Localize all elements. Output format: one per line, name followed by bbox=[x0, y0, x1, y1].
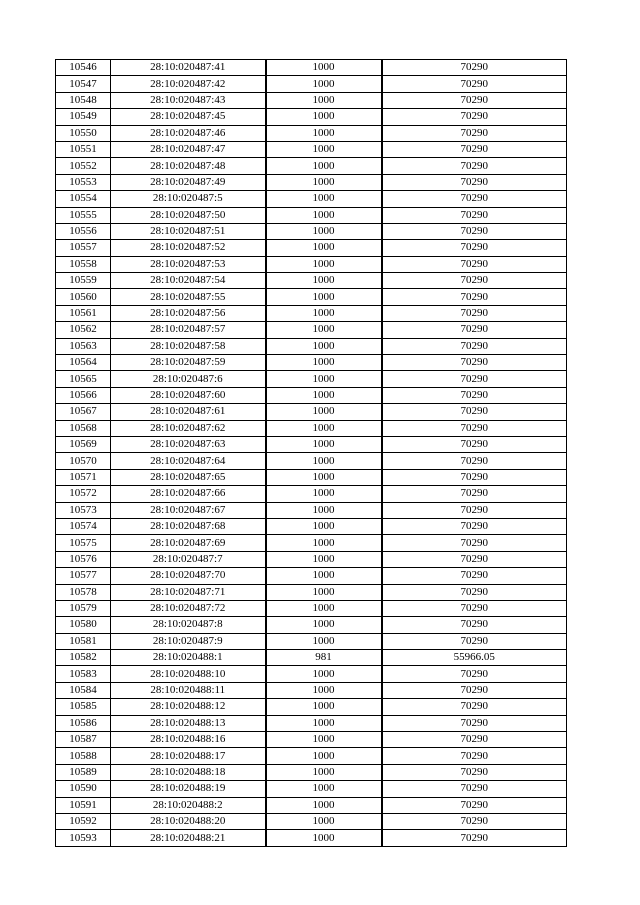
table-row bbox=[56, 813, 567, 829]
row-number-cell: 10582 bbox=[56, 650, 111, 666]
cadastral-number-cell: 28:10:020487:72 bbox=[111, 600, 266, 616]
cadastral-value-cell: 70290 bbox=[382, 633, 567, 649]
cadastral-number-cell: 28:10:020487:56 bbox=[111, 305, 266, 321]
cadastral-number-cell: 28:10:020487:58 bbox=[111, 338, 266, 354]
cadastral-number-cell: 28:10:020487:57 bbox=[111, 322, 266, 338]
table-row bbox=[56, 600, 567, 616]
area-cell: 1000 bbox=[266, 371, 382, 387]
table-row bbox=[56, 158, 567, 174]
area-cell: 1000 bbox=[266, 830, 382, 846]
cadastral-number-cell: 28:10:020487:42 bbox=[111, 76, 266, 92]
table-row bbox=[56, 240, 567, 256]
table-row bbox=[56, 404, 567, 420]
table-row bbox=[56, 797, 567, 813]
area-cell: 1000 bbox=[266, 551, 382, 567]
table-row bbox=[56, 223, 567, 239]
cadastral-value-cell: 70290 bbox=[382, 338, 567, 354]
cadastral-number-cell: 28:10:020487:59 bbox=[111, 355, 266, 371]
cadastral-number-cell: 28:10:020487:55 bbox=[111, 289, 266, 305]
table-body bbox=[56, 60, 567, 847]
row-number-cell: 10590 bbox=[56, 781, 111, 797]
area-cell: 1000 bbox=[266, 699, 382, 715]
cadastral-number-cell: 28:10:020487:66 bbox=[111, 486, 266, 502]
cadastral-number-cell: 28:10:020488:18 bbox=[111, 764, 266, 780]
table-row bbox=[56, 535, 567, 551]
row-number-cell: 10581 bbox=[56, 633, 111, 649]
cadastral-number-cell: 28:10:020488:20 bbox=[111, 813, 266, 829]
row-number-cell: 10562 bbox=[56, 322, 111, 338]
area-cell: 1000 bbox=[266, 289, 382, 305]
row-number-cell: 10579 bbox=[56, 600, 111, 616]
cadastral-value-cell: 70290 bbox=[382, 305, 567, 321]
cadastral-number-cell: 28:10:020488:11 bbox=[111, 682, 266, 698]
cadastral-value-cell: 70290 bbox=[382, 256, 567, 272]
area-cell: 1000 bbox=[266, 174, 382, 190]
area-cell: 1000 bbox=[266, 355, 382, 371]
table-row bbox=[56, 92, 567, 108]
area-cell: 1000 bbox=[266, 486, 382, 502]
table-row bbox=[56, 289, 567, 305]
area-cell: 1000 bbox=[266, 338, 382, 354]
cadastral-value-cell: 70290 bbox=[382, 141, 567, 157]
cadastral-number-cell: 28:10:020488:12 bbox=[111, 699, 266, 715]
row-number-cell: 10556 bbox=[56, 223, 111, 239]
area-cell: 1000 bbox=[266, 436, 382, 452]
cadastral-value-cell: 70290 bbox=[382, 617, 567, 633]
area-cell: 1000 bbox=[266, 240, 382, 256]
table-row bbox=[56, 764, 567, 780]
area-cell: 1000 bbox=[266, 764, 382, 780]
cadastral-number-cell: 28:10:020487:62 bbox=[111, 420, 266, 436]
cadastral-value-cell: 70290 bbox=[382, 240, 567, 256]
cadastral-value-cell: 70290 bbox=[382, 174, 567, 190]
cadastral-number-cell: 28:10:020487:48 bbox=[111, 158, 266, 174]
area-cell: 1000 bbox=[266, 125, 382, 141]
area-cell: 1000 bbox=[266, 191, 382, 207]
row-number-cell: 10584 bbox=[56, 682, 111, 698]
area-cell: 1000 bbox=[266, 322, 382, 338]
table-row bbox=[56, 141, 567, 157]
area-cell: 1000 bbox=[266, 60, 382, 76]
cadastral-number-cell: 28:10:020488:19 bbox=[111, 781, 266, 797]
table-row bbox=[56, 338, 567, 354]
row-number-cell: 10591 bbox=[56, 797, 111, 813]
cadastral-number-cell: 28:10:020488:17 bbox=[111, 748, 266, 764]
table-row bbox=[56, 436, 567, 452]
table-row bbox=[56, 76, 567, 92]
cadastral-value-cell: 70290 bbox=[382, 92, 567, 108]
cadastral-number-cell: 28:10:020487:70 bbox=[111, 568, 266, 584]
cadastral-value-cell: 70290 bbox=[382, 420, 567, 436]
cadastral-value-cell: 70290 bbox=[382, 666, 567, 682]
cadastral-value-cell: 70290 bbox=[382, 223, 567, 239]
table-row bbox=[56, 273, 567, 289]
table-row bbox=[56, 584, 567, 600]
cadastral-number-cell: 28:10:020487:52 bbox=[111, 240, 266, 256]
table-row bbox=[56, 371, 567, 387]
area-cell: 1000 bbox=[266, 518, 382, 534]
table-row bbox=[56, 60, 567, 76]
cadastral-value-cell: 70290 bbox=[382, 535, 567, 551]
table-row bbox=[56, 486, 567, 502]
row-number-cell: 10552 bbox=[56, 158, 111, 174]
row-number-cell: 10586 bbox=[56, 715, 111, 731]
table-row bbox=[56, 420, 567, 436]
cadastral-number-cell: 28:10:020488:10 bbox=[111, 666, 266, 682]
area-cell: 1000 bbox=[266, 158, 382, 174]
row-number-cell: 10553 bbox=[56, 174, 111, 190]
cadastral-value-cell: 70290 bbox=[382, 600, 567, 616]
row-number-cell: 10589 bbox=[56, 764, 111, 780]
area-cell: 1000 bbox=[266, 469, 382, 485]
cadastral-number-cell: 28:10:020487:63 bbox=[111, 436, 266, 452]
table-row bbox=[56, 650, 567, 666]
cadastral-value-cell: 70290 bbox=[382, 518, 567, 534]
table-row bbox=[56, 748, 567, 764]
cadastral-value-cell: 70290 bbox=[382, 158, 567, 174]
row-number-cell: 10564 bbox=[56, 355, 111, 371]
cadastral-value-cell: 70290 bbox=[382, 387, 567, 403]
table-row bbox=[56, 502, 567, 518]
table-row bbox=[56, 518, 567, 534]
area-cell: 1000 bbox=[266, 305, 382, 321]
cadastral-number-cell: 28:10:020487:64 bbox=[111, 453, 266, 469]
area-cell: 1000 bbox=[266, 568, 382, 584]
row-number-cell: 10572 bbox=[56, 486, 111, 502]
row-number-cell: 10550 bbox=[56, 125, 111, 141]
row-number-cell: 10563 bbox=[56, 338, 111, 354]
row-number-cell: 10585 bbox=[56, 699, 111, 715]
row-number-cell: 10557 bbox=[56, 240, 111, 256]
row-number-cell: 10554 bbox=[56, 191, 111, 207]
table-row bbox=[56, 633, 567, 649]
row-number-cell: 10560 bbox=[56, 289, 111, 305]
table-row bbox=[56, 453, 567, 469]
table-row bbox=[56, 191, 567, 207]
area-cell: 1000 bbox=[266, 781, 382, 797]
area-cell: 1000 bbox=[266, 141, 382, 157]
area-cell: 1000 bbox=[266, 813, 382, 829]
area-cell: 981 bbox=[266, 650, 382, 666]
area-cell: 1000 bbox=[266, 715, 382, 731]
cadastral-value-cell: 70290 bbox=[382, 813, 567, 829]
table-row bbox=[56, 732, 567, 748]
table-row bbox=[56, 355, 567, 371]
row-number-cell: 10555 bbox=[56, 207, 111, 223]
cadastral-number-cell: 28:10:020487:47 bbox=[111, 141, 266, 157]
cadastral-value-cell: 70290 bbox=[382, 453, 567, 469]
row-number-cell: 10567 bbox=[56, 404, 111, 420]
area-cell: 1000 bbox=[266, 502, 382, 518]
row-number-cell: 10574 bbox=[56, 518, 111, 534]
row-number-cell: 10570 bbox=[56, 453, 111, 469]
cadastral-value-cell: 55966.05 bbox=[382, 650, 567, 666]
area-cell: 1000 bbox=[266, 223, 382, 239]
cadastral-number-cell: 28:10:020488:13 bbox=[111, 715, 266, 731]
area-cell: 1000 bbox=[266, 748, 382, 764]
table-row bbox=[56, 109, 567, 125]
row-number-cell: 10548 bbox=[56, 92, 111, 108]
cadastral-value-cell: 70290 bbox=[382, 322, 567, 338]
area-cell: 1000 bbox=[266, 207, 382, 223]
cadastral-number-cell: 28:10:020487:65 bbox=[111, 469, 266, 485]
cadastral-number-cell: 28:10:020487:68 bbox=[111, 518, 266, 534]
area-cell: 1000 bbox=[266, 109, 382, 125]
cadastral-number-cell: 28:10:020487:51 bbox=[111, 223, 266, 239]
row-number-cell: 10551 bbox=[56, 141, 111, 157]
area-cell: 1000 bbox=[266, 732, 382, 748]
cadastral-value-cell: 70290 bbox=[382, 797, 567, 813]
cadastral-value-cell: 70290 bbox=[382, 584, 567, 600]
row-number-cell: 10546 bbox=[56, 60, 111, 76]
cadastral-value-cell: 70290 bbox=[382, 404, 567, 420]
cadastral-value-cell: 70290 bbox=[382, 699, 567, 715]
table-row bbox=[56, 551, 567, 567]
table-row bbox=[56, 568, 567, 584]
cadastral-number-cell: 28:10:020488:2 bbox=[111, 797, 266, 813]
cadastral-value-cell: 70290 bbox=[382, 748, 567, 764]
cadastral-number-cell: 28:10:020487:54 bbox=[111, 273, 266, 289]
row-number-cell: 10566 bbox=[56, 387, 111, 403]
row-number-cell: 10573 bbox=[56, 502, 111, 518]
cadastral-value-cell: 70290 bbox=[382, 568, 567, 584]
cadastral-number-cell: 28:10:020487:69 bbox=[111, 535, 266, 551]
cadastral-value-cell: 70290 bbox=[382, 60, 567, 76]
row-number-cell: 10558 bbox=[56, 256, 111, 272]
cadastral-number-cell: 28:10:020487:41 bbox=[111, 60, 266, 76]
cadastral-number-cell: 28:10:020487:7 bbox=[111, 551, 266, 567]
area-cell: 1000 bbox=[266, 273, 382, 289]
cadastral-value-table bbox=[55, 59, 567, 847]
cadastral-number-cell: 28:10:020487:43 bbox=[111, 92, 266, 108]
table-row bbox=[56, 682, 567, 698]
area-cell: 1000 bbox=[266, 617, 382, 633]
area-cell: 1000 bbox=[266, 387, 382, 403]
cadastral-value-cell: 70290 bbox=[382, 76, 567, 92]
row-number-cell: 10580 bbox=[56, 617, 111, 633]
cadastral-number-cell: 28:10:020487:50 bbox=[111, 207, 266, 223]
row-number-cell: 10547 bbox=[56, 76, 111, 92]
cadastral-number-cell: 28:10:020487:53 bbox=[111, 256, 266, 272]
table-row bbox=[56, 322, 567, 338]
cadastral-value-cell: 70290 bbox=[382, 125, 567, 141]
table-row bbox=[56, 666, 567, 682]
cadastral-number-cell: 28:10:020488:1 bbox=[111, 650, 266, 666]
row-number-cell: 10559 bbox=[56, 273, 111, 289]
row-number-cell: 10565 bbox=[56, 371, 111, 387]
table-row bbox=[56, 387, 567, 403]
row-number-cell: 10569 bbox=[56, 436, 111, 452]
cadastral-value-cell: 70290 bbox=[382, 207, 567, 223]
cadastral-value-cell: 70290 bbox=[382, 191, 567, 207]
cadastral-number-cell: 28:10:020488:16 bbox=[111, 732, 266, 748]
row-number-cell: 10549 bbox=[56, 109, 111, 125]
table-row bbox=[56, 781, 567, 797]
cadastral-value-cell: 70290 bbox=[382, 502, 567, 518]
cadastral-number-cell: 28:10:020487:67 bbox=[111, 502, 266, 518]
cadastral-value-cell: 70290 bbox=[382, 436, 567, 452]
cadastral-number-cell: 28:10:020487:61 bbox=[111, 404, 266, 420]
table-row bbox=[56, 469, 567, 485]
table-row bbox=[56, 305, 567, 321]
area-cell: 1000 bbox=[266, 535, 382, 551]
row-number-cell: 10578 bbox=[56, 584, 111, 600]
table-row bbox=[56, 256, 567, 272]
area-cell: 1000 bbox=[266, 404, 382, 420]
row-number-cell: 10575 bbox=[56, 535, 111, 551]
cadastral-value-cell: 70290 bbox=[382, 551, 567, 567]
cadastral-number-cell: 28:10:020487:60 bbox=[111, 387, 266, 403]
cadastral-number-cell: 28:10:020487:46 bbox=[111, 125, 266, 141]
area-cell: 1000 bbox=[266, 633, 382, 649]
table-row bbox=[56, 174, 567, 190]
row-number-cell: 10583 bbox=[56, 666, 111, 682]
cadastral-number-cell: 28:10:020487:45 bbox=[111, 109, 266, 125]
cadastral-value-cell: 70290 bbox=[382, 289, 567, 305]
cadastral-number-cell: 28:10:020488:21 bbox=[111, 830, 266, 846]
cadastral-value-cell: 70290 bbox=[382, 732, 567, 748]
table-row bbox=[56, 617, 567, 633]
cadastral-value-cell: 70290 bbox=[382, 682, 567, 698]
cadastral-value-cell: 70290 bbox=[382, 355, 567, 371]
cadastral-value-cell: 70290 bbox=[382, 109, 567, 125]
row-number-cell: 10588 bbox=[56, 748, 111, 764]
cadastral-number-cell: 28:10:020487:6 bbox=[111, 371, 266, 387]
cadastral-value-cell: 70290 bbox=[382, 469, 567, 485]
cadastral-number-cell: 28:10:020487:8 bbox=[111, 617, 266, 633]
row-number-cell: 10592 bbox=[56, 813, 111, 829]
area-cell: 1000 bbox=[266, 453, 382, 469]
cadastral-value-cell: 70290 bbox=[382, 764, 567, 780]
area-cell: 1000 bbox=[266, 797, 382, 813]
cadastral-value-cell: 70290 bbox=[382, 715, 567, 731]
area-cell: 1000 bbox=[266, 256, 382, 272]
cadastral-value-cell: 70290 bbox=[382, 371, 567, 387]
cadastral-value-cell: 70290 bbox=[382, 486, 567, 502]
row-number-cell: 10561 bbox=[56, 305, 111, 321]
row-number-cell: 10587 bbox=[56, 732, 111, 748]
area-cell: 1000 bbox=[266, 92, 382, 108]
area-cell: 1000 bbox=[266, 76, 382, 92]
cadastral-value-cell: 70290 bbox=[382, 781, 567, 797]
table-row bbox=[56, 715, 567, 731]
cadastral-value-cell: 70290 bbox=[382, 273, 567, 289]
table-row bbox=[56, 830, 567, 846]
cadastral-number-cell: 28:10:020487:71 bbox=[111, 584, 266, 600]
area-cell: 1000 bbox=[266, 666, 382, 682]
row-number-cell: 10577 bbox=[56, 568, 111, 584]
area-cell: 1000 bbox=[266, 584, 382, 600]
area-cell: 1000 bbox=[266, 420, 382, 436]
area-cell: 1000 bbox=[266, 600, 382, 616]
cadastral-number-cell: 28:10:020487:9 bbox=[111, 633, 266, 649]
cadastral-number-cell: 28:10:020487:49 bbox=[111, 174, 266, 190]
table-row bbox=[56, 207, 567, 223]
cadastral-value-cell: 70290 bbox=[382, 830, 567, 846]
table-row bbox=[56, 125, 567, 141]
row-number-cell: 10571 bbox=[56, 469, 111, 485]
area-cell: 1000 bbox=[266, 682, 382, 698]
row-number-cell: 10568 bbox=[56, 420, 111, 436]
row-number-cell: 10576 bbox=[56, 551, 111, 567]
row-number-cell: 10593 bbox=[56, 830, 111, 846]
table-row bbox=[56, 699, 567, 715]
cadastral-number-cell: 28:10:020487:5 bbox=[111, 191, 266, 207]
